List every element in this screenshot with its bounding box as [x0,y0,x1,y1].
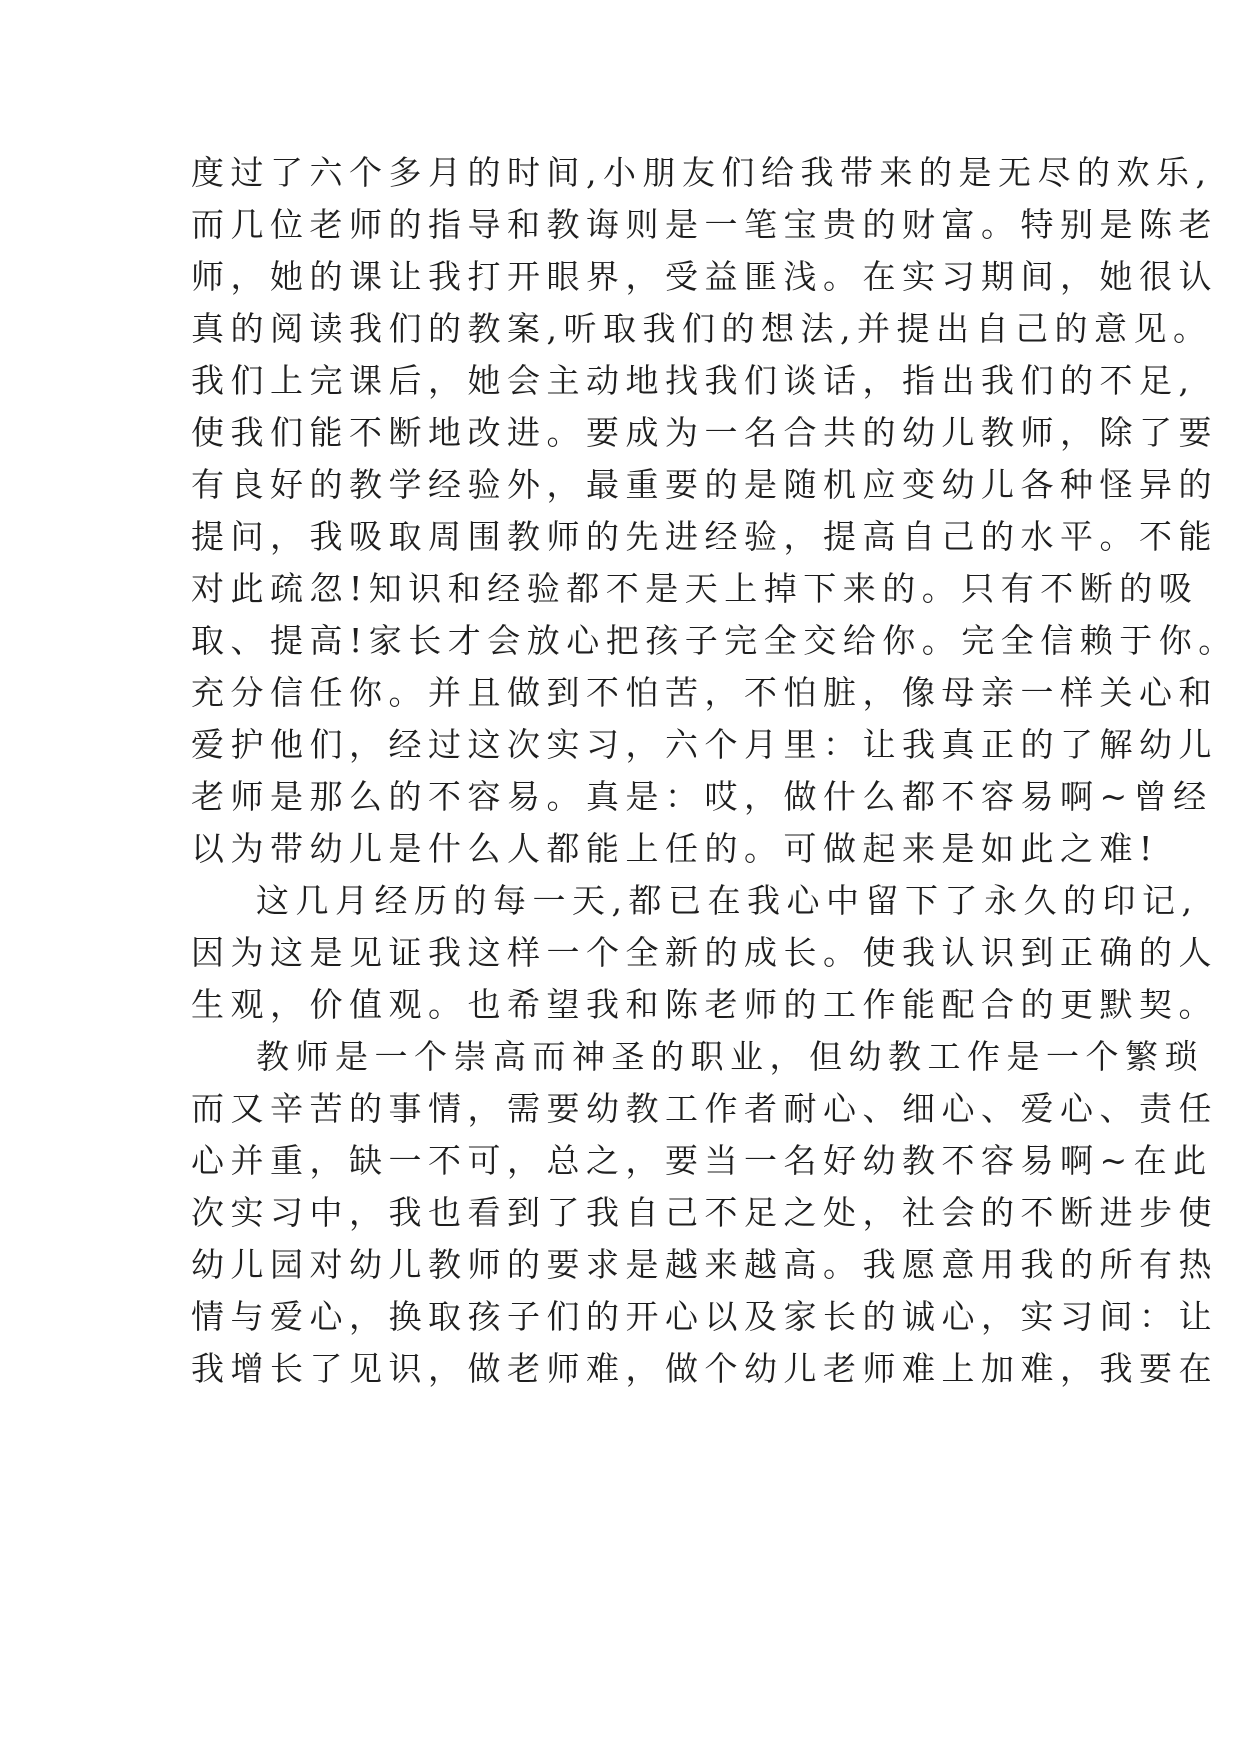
text-line: 以为带幼儿是什么人都能上任的。可做起来是如此之难! [191,829,1159,868]
paragraph-first-line: 教师是一个崇高而神圣的职业，但幼教工作是一个繁琐 [256,1037,1204,1076]
text-line: 充分信任你。并且做到不怕苦，不怕脏，像母亲一样关心和 [191,673,1218,712]
text-line: 幼儿园对幼儿教师的要求是越来越高。我愿意用我的所有热 [191,1245,1218,1284]
text-line: 而又辛苦的事情，需要幼教工作者耐心、细心、爱心、责任 [191,1089,1218,1128]
text-line: 因为这是见证我这样一个全新的成长。使我认识到正确的人 [191,933,1218,972]
text-line: 有良好的教学经验外，最重要的是随机应变幼儿各种怪异的 [191,465,1218,504]
text-line: 度过了六个多月的时间,小朋友们给我带来的是无尽的欢乐, [191,153,1213,192]
text-line: 心并重，缺一不可，总之，要当一名好幼教不容易啊~在此 [191,1141,1213,1180]
text-line: 我们上完课后，她会主动地找我们谈话，指出我们的不足, [191,361,1196,400]
text-line: 生观，价值观。也希望我和陈老师的工作能配合的更默契。 [191,985,1218,1024]
text-line: 使我们能不断地改进。要成为一名合共的幼儿教师，除了要 [191,413,1218,452]
text-line: 取、提高!家长才会放心把孩子完全交给你。完全信赖于你。 [191,621,1238,660]
text-line: 爱护他们，经过这次实习，六个月里：让我真正的了解幼儿 [191,725,1218,764]
text-line: 情与爱心，换取孩子们的开心以及家长的诚心，实习间：让 [191,1297,1218,1336]
text-line: 次实习中，我也看到了我自己不足之处，社会的不断进步使 [191,1193,1218,1232]
text-line: 对此疏忽!知识和经验都不是天上掉下来的。只有不断的吸 [191,569,1199,608]
text-line: 真的阅读我们的教案,听取我们的想法,并提出自己的意见。 [191,309,1213,348]
text-line: 老师是那么的不容易。真是：哎，做什么都不容易啊~曾经 [191,777,1213,816]
text-line: 师，她的课让我打开眼界，受益匪浅。在实习期间，她很认 [191,257,1218,296]
paragraph-first-line: 这几月经历的每一天,都已在我心中留下了永久的印记, [256,881,1199,920]
text-line: 而几位老师的指导和教诲则是一笔宝贵的财富。特别是陈老 [191,205,1218,244]
text-line: 我增长了见识，做老师难，做个幼儿老师难上加难，我要在 [191,1349,1218,1388]
text-line: 提问，我吸取周围教师的先进经验，提高自己的水平。不能 [191,517,1218,556]
